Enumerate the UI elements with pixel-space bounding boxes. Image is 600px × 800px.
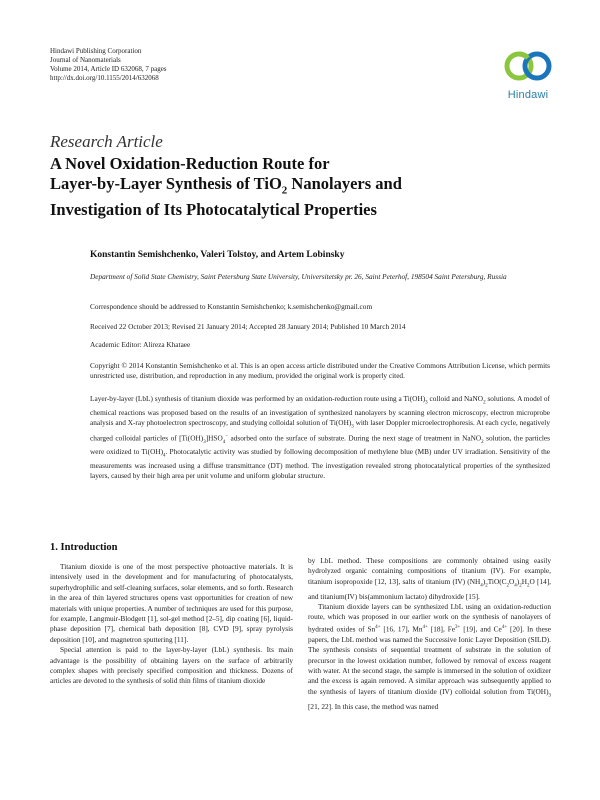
hindawi-logo-icon [500,40,556,86]
title-line-2: Layer-by-Layer Synthesis of TiO$_2$ Nanolayers and [50,174,402,197]
article-type: Research Article [50,132,163,151]
intro-left-column [50,562,293,687]
copyright-notice: Copyright © 2014 Konstantin Semishchenko et al. This is an open access article distributed under the Creative Commons Attribution License, which permits unrestricted use, distribution, and reproduction in any medium, provided the original work is properly cited. [90,361,550,380]
hindawi-logo-text: Hindawi [507,89,549,101]
volume-line: Volume 2014, Article ID 632068, 7 pages [50,65,167,73]
intro-right-column [308,556,551,712]
title-line-1: A Novel Oxidation-Reduction Route for [50,154,330,173]
publication-dates: Received 22 October 2013; Revised 21 January 2014; Accepted 28 January 2014; Published 10 March 2014 [90,322,406,331]
article-title [50,154,470,220]
affiliation: Department of Solid State Chemistry, Saint Petersburg State University, Universitetsky pr. 26, Saint Peterhof, 198504 Saint Petersburg, Russia [90,272,507,281]
abstract: Layer-by-layer (LbL) synthesis of titanium dioxide was performed by an oxidation-reduction route using a $Ti(OH)_3$ colloid and NaNO$_2$ solutions. A model of chemical reactions was proposed based on the results of an investigation of synthesized nanolayers by scanning electron microscopy, electron microprobe analysis and X-ray photoelectron spectroscopy, and studying colloidal solution of $Ti(OH)_3$ with laser Doppler microelectrophoresis. At each cycle, negatively charged colloidal particles of $[Ti(OH)_3]HSO_4^-$ adsorbed onto the surface of substrate. During the next stage of treatment in NaNO$_2$ solution, the particles were oxidized to $Ti(OH)_4$. Photocatalytic activity was studied by following decomposition of methylene blue (MB) under UV irradiation. Sensitivity of the measurements was increased using a diffuse transmittance (DT) method. The investigation revealed strong photocatalytical properties of the synthesized layers, caused by their high area per unit volume and uniform globular structure. [90,394,550,480]
intro-paragraph-2: Special attention is paid to the layer-by-layer (LbL) synthesis. Its main advantage is the possibility of obtaining layers on the surface of arbitrarily complex shapes with precisely specified composition and thickness. Dozens of articles are devoted to the synthesis of solid thin films of titanium dioxide [50,645,293,686]
publisher-name: Hindawi Publishing Corporation [50,47,142,55]
intro-paragraph-4: Titanium dioxide layers can be synthesized LbL using an oxidation-reduction route, which was proposed in our earlier work on the synthesis of nanolayers of hydrated oxides of $Sn^{4+}$ [16, 17], $Mn^{4+}$ [18], $Fe^{3+}$ [19], and $Ce^{4+}$ [20]. In these papers, the LbL method was named the Successive Ionic Layer Deposition (SILD). The synthesis consists of sequential treatment of substrate in the solution of precursor in the lowest oxidation number, followed by removal of excess reagent with water. At the second stage, the sample is immersed in the solution of oxidizer and the excess is again removed. A similar approach was subsequently applied to the synthesis of layers of titanium dioxide (IV) colloidal solution from $Ti(OH)_3$ [21, 22]. In this case, the method was named [308,602,551,711]
correspondence: Correspondence should be addressed to Konstantin Semishchenko; k.semishchenko@gmail.com [90,302,373,311]
intro-paragraph-1: Titanium dioxide is one of the most perspective photoactive materials. It is intensively used in the development and for manufacturing of photocatalysts, superhydrophilic and self-cleaning surfaces, solar elements, and so forth. Research in the area of thin layered structures opens vast opportunities for creation of new materials with unique properties. A number of techniques are used for this purpose, for example, Langmuir-Blodgett [1], sol-gel method [2–5], dip coating [6], liquid-phase deposition [7], chemical bath deposition [8], CVD [9], spray pyrolysis deposition [10], and magnetron sputtering [11]. [50,562,293,644]
hindawi-logo [500,40,556,104]
journal-meta [50,47,167,83]
title-line-3: Investigation of Its Photocatalytical Properties [50,200,377,220]
doi-link[interactable]: http://dx.doi.org/10.1155/2014/632068 [50,74,159,82]
section-heading-introduction: 1. Introduction [50,542,118,553]
intro-paragraph-3: by LbL method. These compositions are commonly obtained using easily hydrolyzed organic containing compositions of titanium (IV). For example, titanium isopropoxide [12, 13], salts of titanium (IV) $(NH_4)_2TiO(C_2O_4)_2H_2O$ [14], and titanium(IV) bis(ammonium lactato) dihydroxide [15]. [308,556,551,601]
academic-editor: Academic Editor: Alireza Khataee [90,340,191,349]
author-list: Konstantin Semishchenko, Valeri Tolstoy, and Artem Lobinsky [90,250,345,260]
journal-name: Journal of Nanomaterials [50,56,121,64]
